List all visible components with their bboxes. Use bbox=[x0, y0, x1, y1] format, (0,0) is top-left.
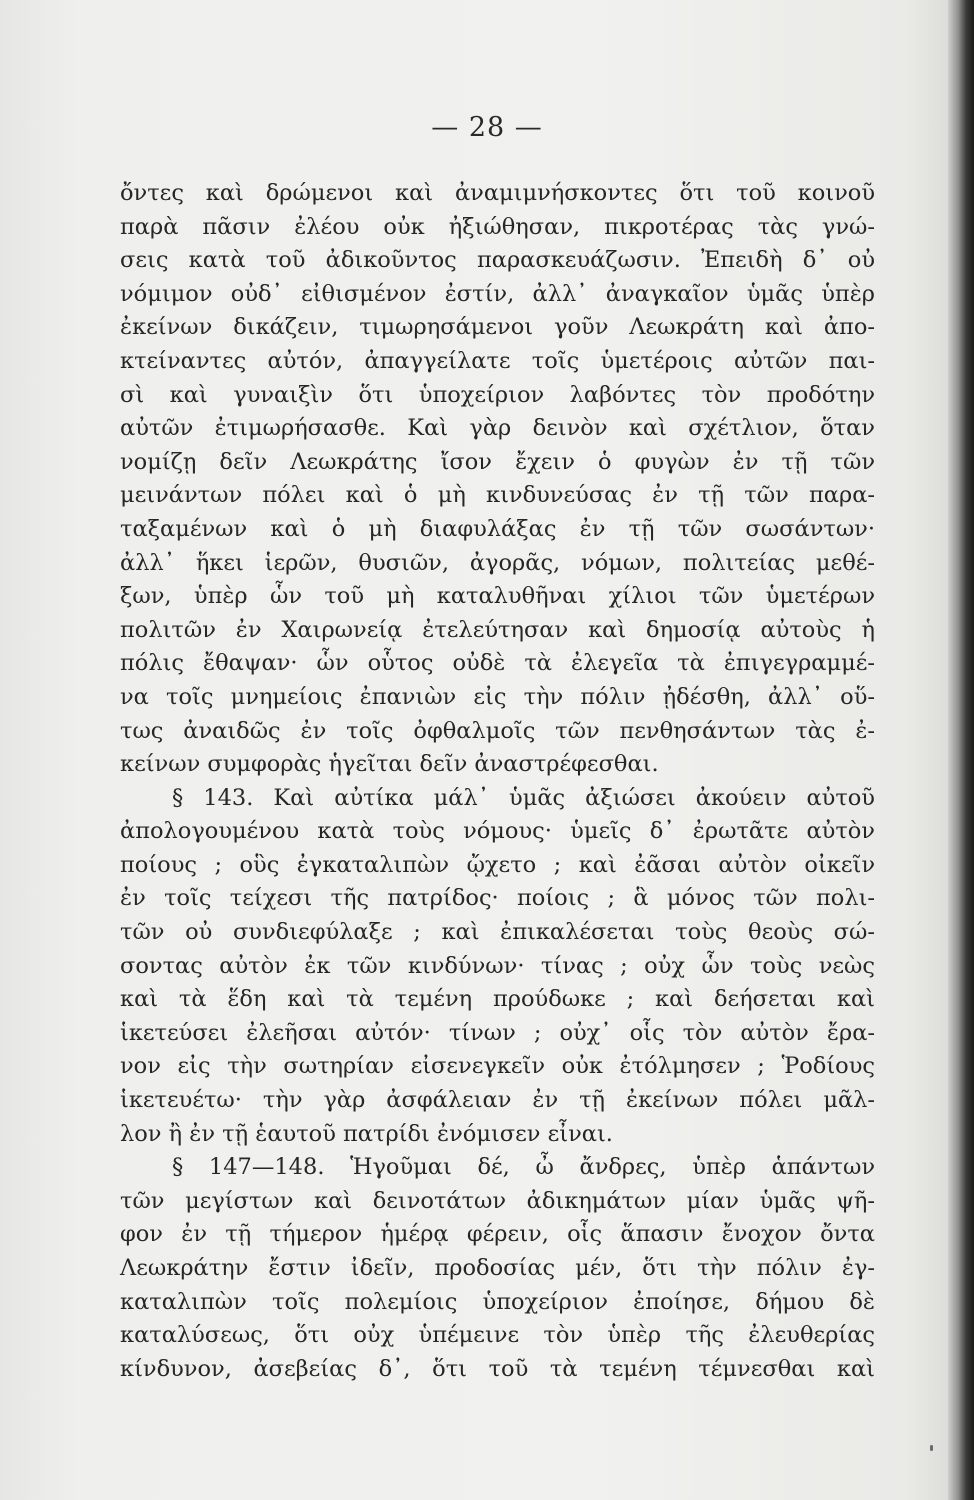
text-line: ἱκετευέτω· τὴν γὰρ ἀσφάλειαν ἐν τῇ ἐκείνων πόλει μᾶλ- bbox=[120, 1087, 875, 1114]
paragraph-end-line: κείνων συμφορὰς ἡγεῖται δεῖν ἀναστρέφεσθαι. bbox=[120, 751, 659, 778]
text-line: παρὰ πᾶσιν ἐλέου οὐκ ἠξιώθησαν, πικροτέρας τὰς γνώ- bbox=[120, 213, 875, 240]
text-line: τῶν οὐ συνδιεφύλαξε ; καὶ ἐπικαλέσεται τοὺς θεοὺς σώ- bbox=[120, 919, 875, 946]
text-line: σεις κατὰ τοῦ ἀδικοῦντος παρασκευάζωσιν. Ἐπειδὴ δ᾽ οὐ bbox=[120, 247, 875, 274]
text-line: ἐν τοῖς τείχεσι τῆς πατρίδος· ποίοις ; ἃ μόνος τῶν πολι- bbox=[120, 885, 875, 912]
page-binding-shadow bbox=[948, 0, 974, 1500]
text-line: ἀπολογουμένου κατὰ τοὺς νόμους· ὑμεῖς δ᾽ ἐρωτᾶτε αὐτὸν bbox=[120, 818, 875, 845]
text-line: πολιτῶν ἐν Χαιρωνείᾳ ἐτελεύτησαν καὶ δημοσίᾳ αὐτοὺς ἡ bbox=[120, 616, 875, 643]
scan-speck bbox=[930, 1445, 933, 1451]
text-line: μεινάντων πόλει καὶ ὁ μὴ κινδυνεύσας ἐν τῇ τῶν παρα- bbox=[120, 482, 875, 509]
text-line: φον ἐν τῇ τήμερον ἡμέρᾳ φέρειν, οἷς ἅπασιν ἔνοχον ὄντα bbox=[120, 1221, 875, 1248]
section-143-start: § 143. Καὶ αὐτίκα μάλ᾽ ὑμᾶς ἀξιώσει ἀκούειν αὐτοῦ bbox=[172, 784, 875, 811]
text-line: κίνδυνον, ἀσεβείας δ᾽, ὅτι τοῦ τὰ τεμένη τέμνεσθαι καὶ bbox=[120, 1355, 875, 1382]
text-line: ὄντες καὶ δρώμενοι καὶ ἀναμιμνήσκοντες ὅτι τοῦ κοινοῦ bbox=[120, 180, 875, 206]
text-line: νόμιμον οὐδ᾽ εἰθισμένον ἐστίν, ἀλλ᾽ ἀναγκαῖον ὑμᾶς ὑπὲρ bbox=[120, 280, 875, 307]
section-147-148-start: § 147—148. Ἡγοῦμαι δέ, ὦ ἄνδρες, ὑπὲρ ἁπάντων bbox=[172, 1154, 875, 1181]
text-line: Λεωκράτην ἔστιν ἰδεῖν, προδοσίας μέν, ὅτι τὴν πόλιν ἐγ- bbox=[120, 1255, 875, 1281]
text-line: νον εἰς τὴν σωτηρίαν εἰσενεγκεῖν οὐκ ἐτόλμησεν ; Ῥοδίους bbox=[120, 1053, 875, 1080]
text-line: σοντας αὐτὸν ἐκ τῶν κινδύνων· τίνας ; οὐχ ὧν τοὺς νεὼς bbox=[120, 952, 875, 979]
text-line: πόλις ἔθαψαν· ὧν οὗτος οὐδὲ τὰ ἐλεγεῖα τὰ ἐπιγεγραμμέ- bbox=[120, 650, 875, 677]
text-line: καταλιπὼν τοῖς πολεμίοις ὑποχείριον ἐποίησε, δήμου δὲ bbox=[120, 1288, 875, 1315]
text-line: ταξαμένων καὶ ὁ μὴ διαφυλάξας ἐν τῇ τῶν σωσάντων· bbox=[120, 515, 875, 542]
text-line: καὶ τὰ ἕδη καὶ τὰ τεμένη προύδωκε ; καὶ δεήσεται καὶ bbox=[120, 986, 875, 1013]
page-number: — 28 — bbox=[431, 112, 543, 143]
text-line: ποίους ; οὓς ἐγκαταλιπὼν ᾤχετο ; καὶ ἐᾶσαι αὐτὸν οἰκεῖν bbox=[120, 851, 875, 878]
text-line: να τοῖς μνημείοις ἐπανιὼν εἰς τὴν πόλιν ᾐδέσθη, ἀλλ᾽ οὕ- bbox=[120, 683, 875, 710]
text-line: νομίζῃ δεῖν Λεωκράτης ἴσον ἔχειν ὁ φυγὼν ἐν τῇ τῶν bbox=[120, 448, 875, 475]
text-line: κτείναντες αὐτόν, ἀπαγγείλατε τοῖς ὑμετέροις αὐτῶν παι- bbox=[120, 347, 875, 374]
text-line: καταλύσεως, ὅτι οὐχ ὑπέμεινε τὸν ὑπὲρ τῆς ἐλευθερίας bbox=[120, 1322, 875, 1349]
text-line: ἀλλ᾽ ἥκει ἱερῶν, θυσιῶν, ἀγορᾶς, νόμων, πολιτείας μεθέ- bbox=[120, 549, 875, 576]
text-line: σὶ καὶ γυναιξὶν ὅτι ὑποχείριον λαβόντες τὸν προδότην bbox=[120, 381, 875, 408]
text-line: ἱκετεύσει ἐλεῆσαι αὐτόν· τίνων ; οὐχ᾽ οἷς τὸν αὐτὸν ἔρα- bbox=[120, 1019, 875, 1046]
text-line: ξων, ὑπὲρ ὧν τοῦ μὴ καταλυθῆναι χίλιοι τῶν ὑμετέρων bbox=[120, 583, 875, 610]
text-line: τως ἀναιδῶς ἐν τοῖς ὀφθαλμοῖς τῶν πενθησάντων τὰς ἐ- bbox=[120, 717, 875, 744]
text-line: τῶν μεγίστων καὶ δεινοτάτων ἀδικημάτων μίαν ὑμᾶς ψῆ- bbox=[120, 1187, 875, 1214]
paragraph-end-line: λον ἢ ἐν τῇ ἑαυτοῦ πατρίδι ἐνόμισεν εἶναι. bbox=[120, 1120, 613, 1147]
body-text bbox=[120, 177, 875, 1386]
text-line: αὐτῶν ἐτιμωρήσασθε. Καὶ γὰρ δεινὸν καὶ σχέτλιον, ὅταν bbox=[120, 415, 875, 442]
text-line: ἐκείνων δικάζειν, τιμωρησάμενοι γοῦν Λεωκράτη καὶ ἀπο- bbox=[120, 314, 875, 341]
